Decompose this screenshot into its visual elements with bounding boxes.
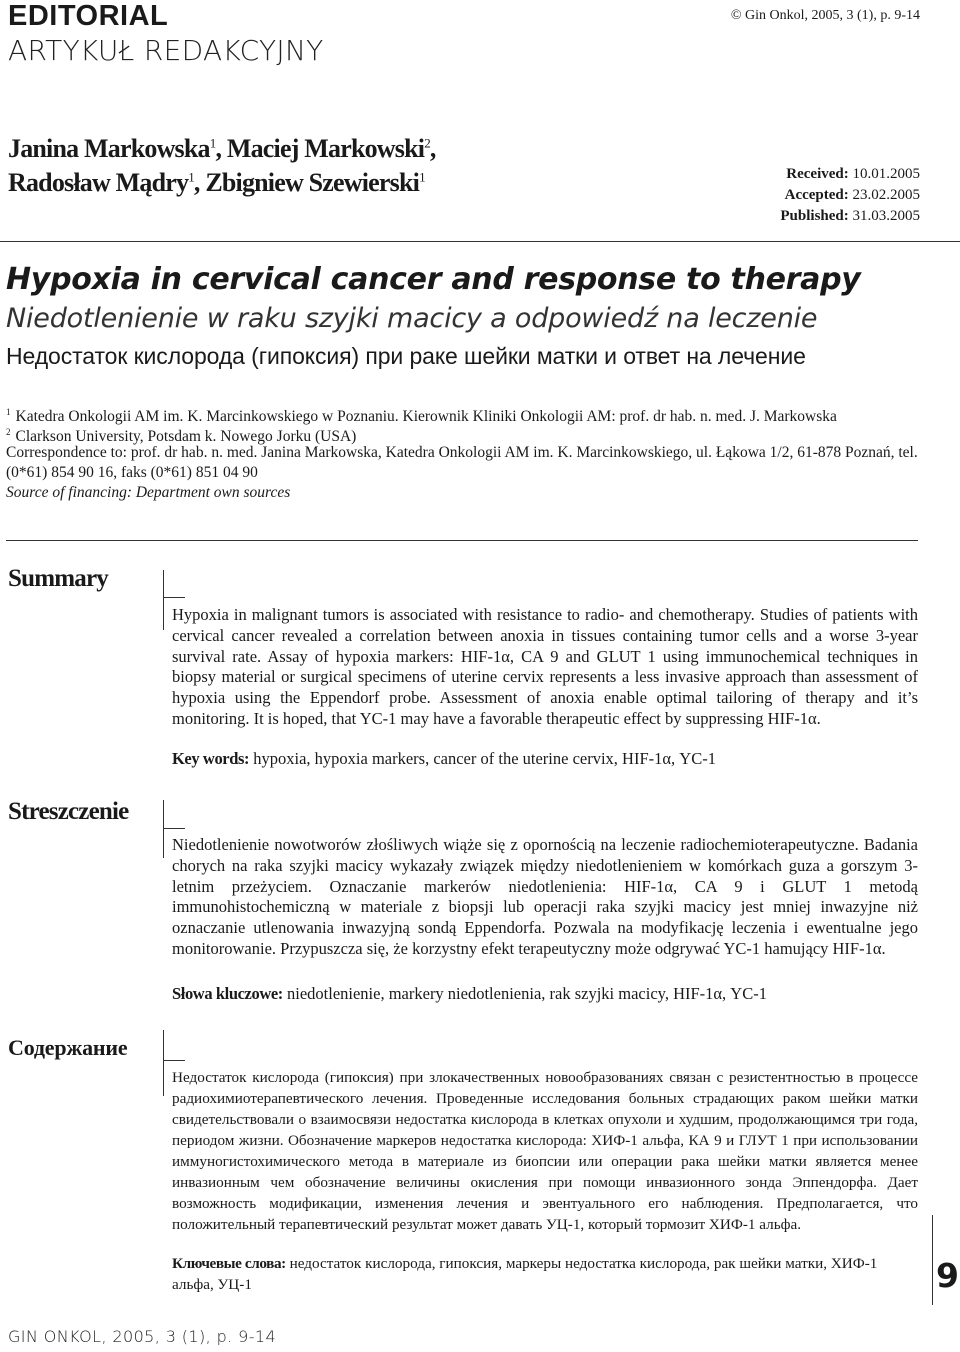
author-separator: , xyxy=(193,168,206,197)
abstract-divider xyxy=(6,540,918,541)
author-affiliation-sup: 1 xyxy=(188,169,194,185)
affiliation-text: Clarkson University, Potsdam k. Nowego Jorku (USA) xyxy=(15,428,357,446)
author-separator: , xyxy=(429,134,436,163)
keywords-text: hypoxia, hypoxia markers, cancer of the uterine cervix, HIF-1α, YC-1 xyxy=(253,749,716,768)
keywords-text: niedotlenienie, markery niedotlenienia, rak szyjki macicy, HIF-1α, YC-1 xyxy=(287,984,767,1003)
summary-heading: Summary xyxy=(8,565,108,592)
accepted-date xyxy=(785,187,920,204)
title-russian: Недостаток кислорода (гипоксия) при раке шейки матки и ответ на лечение xyxy=(6,343,806,369)
streszczenie-bracket-horizontal xyxy=(163,828,185,829)
author-affiliation-sup: 1 xyxy=(419,169,425,185)
received-label: Received: xyxy=(786,166,849,182)
accepted-value: 23.02.2005 xyxy=(852,187,920,203)
streszczenie-keywords xyxy=(172,984,918,1005)
soderzhanie-heading: Содержание xyxy=(8,1035,128,1060)
affiliation-sup: 1 xyxy=(6,407,11,417)
keywords-label: Słowa kluczowe: xyxy=(172,984,283,1003)
soderzhanie-keywords xyxy=(172,1253,918,1295)
header-divider xyxy=(0,241,960,242)
published-value: 31.03.2005 xyxy=(852,208,920,224)
source-of-financing: Source of financing: Department own sources xyxy=(6,484,291,501)
keywords-label: Ключевые слова: xyxy=(172,1255,286,1272)
published-date xyxy=(780,208,920,225)
section-category: EDITORIAL xyxy=(8,0,169,32)
author-name: Radosław Mądry xyxy=(8,168,189,197)
title-polish: Niedotlenienie w raku szyjki macicy a odpowiedź na leczenie xyxy=(6,303,818,334)
affiliation-sup: 2 xyxy=(6,427,11,437)
streszczenie-heading: Streszczenie xyxy=(8,798,129,825)
summary-bracket-vertical xyxy=(163,570,164,630)
author-affiliation-sup: 1 xyxy=(209,135,216,151)
author-name: Zbigniew Szewierski xyxy=(205,168,420,197)
page-footer: GIN ONKOL, 2005, 3 (1), p. 9-14 xyxy=(8,1327,277,1346)
correspondence: Correspondence to: prof. dr hab. n. med. Janina Markowska, Katedra Onkologii AM im. K. Marcinkowskiego, ul. Łąkowa 1/2, 61-878 Poznań, tel. (0*61) 854 90 16, faks (0*61) 851 04 90 xyxy=(6,444,918,481)
received-date xyxy=(786,166,920,183)
author-affiliation-sup: 2 xyxy=(424,135,430,151)
accepted-label: Accepted: xyxy=(784,187,849,203)
streszczenie-text: Niedotlenienie nowotworów złośliwych wiąże się z opornością na leczenie radiochemioterapeutyczne. Badania chorych na raka szyjki macicy wykazały związek między niedotlenieniem w komórkach guza a gorszym 3-letnim przeżyciem. Oznaczanie markerów niedotlenienia: HIF-1α, CA 9 i GLUT 1 metodą immunohistochemiczną w materiale z biopsji lub operacji raka szyjki macicy jest mniej inwazyjne niż oznaczanie utlenowania inwazyjną sondą Eppendorfa. Pozwala na modyfikację leczenia i ewentualne jego monitorowanie. Przypuszcza się, że korzystny efekt terapeutyczny może odgrywać YC-1 hamujący HIF-1α. xyxy=(172,835,918,958)
streszczenie-bracket-vertical xyxy=(163,800,164,858)
summary-bracket-horizontal xyxy=(163,597,185,598)
page-number: 9 xyxy=(936,1256,959,1295)
page-number-rule xyxy=(932,1215,933,1305)
affiliation-text: Katedra Onkologii AM im. K. Marcinkowskiego w Poznaniu. Kierownik Kliniki Onkologii AM: prof. dr hab. n. med. J. Markowska xyxy=(15,408,837,426)
section-category-polish: ARTYKUŁ REDAKCYJNY xyxy=(8,34,324,67)
keywords-text: недостаток кислорода, гипоксия, маркеры недостатка кислорода, рак шейки матки, ХИФ-1 альфа, УЦ-1 xyxy=(172,1255,878,1293)
summary-text: Hypoxia in malignant tumors is associated with resistance to radio- and chemotherapy. Studies of patients with cervical cancer revealed a correlation between anoxia in tissues containing tumor cells and a worse 3-year survival rate. Assay of hypoxia markers: HIF-1α, CA 9 and GLUT 1 using immunochemical techniques in biopsy material or surgical specimens of uterine cervix represents a less invasive approach than assessment of hypoxia using the Eppendorf probe. Assessment of anoxia enable optimal tailoring of therapy and it’s monitoring. It is hoped, that YC-1 may have a favorable therapeutic effect by suppressing HIF-1α. xyxy=(172,605,918,728)
authors-line-1 xyxy=(8,134,436,164)
soderzhanie-bracket-vertical xyxy=(163,1030,164,1096)
received-value: 10.01.2005 xyxy=(852,166,920,182)
author-name: Janina Markowska xyxy=(8,134,210,163)
soderzhanie-bracket-horizontal xyxy=(163,1060,185,1061)
keywords-label: Key words: xyxy=(172,749,250,768)
summary-keywords xyxy=(172,749,918,770)
journal-citation: © Gin Onkol, 2005, 3 (1), p. 9-14 xyxy=(730,8,920,23)
soderzhanie-text: Недостаток кислорода (гипоксия) при злокачественных новообразованиях связан с резистентностью в процессе радиохимиотерапевтического лечения. Проведенные исследования больных страдающих раком шейки матки свидетельствовали о взаимосвязи недостатка кислорода в клетках опухоли и худшим, продолжающимся три года, периодом жизни. Обозначение маркеров недостатка кислорода: ХИФ-1 альфа, КА 9 и ГЛУТ 1 при использовании иммуногистохимического метода в материале из биопсии или операции рака шейки матки является менее инвазионным чем обозначение величины окисления при помощи инвазионного зонда Эппендорфа. Дает возможность модификации, изменения лечения и эвентуального его наблюдения. Предполагается, что положительный терапевтический результат может давать УЦ-1, который тормозит ХИФ-1 альфа. xyxy=(172,1069,918,1233)
author-name: Maciej Markowski xyxy=(226,134,425,163)
authors-line-2 xyxy=(8,168,425,198)
title-english: Hypoxia in cervical cancer and response to therapy xyxy=(6,262,861,297)
author-separator: , xyxy=(215,134,227,163)
published-label: Published: xyxy=(780,208,849,224)
